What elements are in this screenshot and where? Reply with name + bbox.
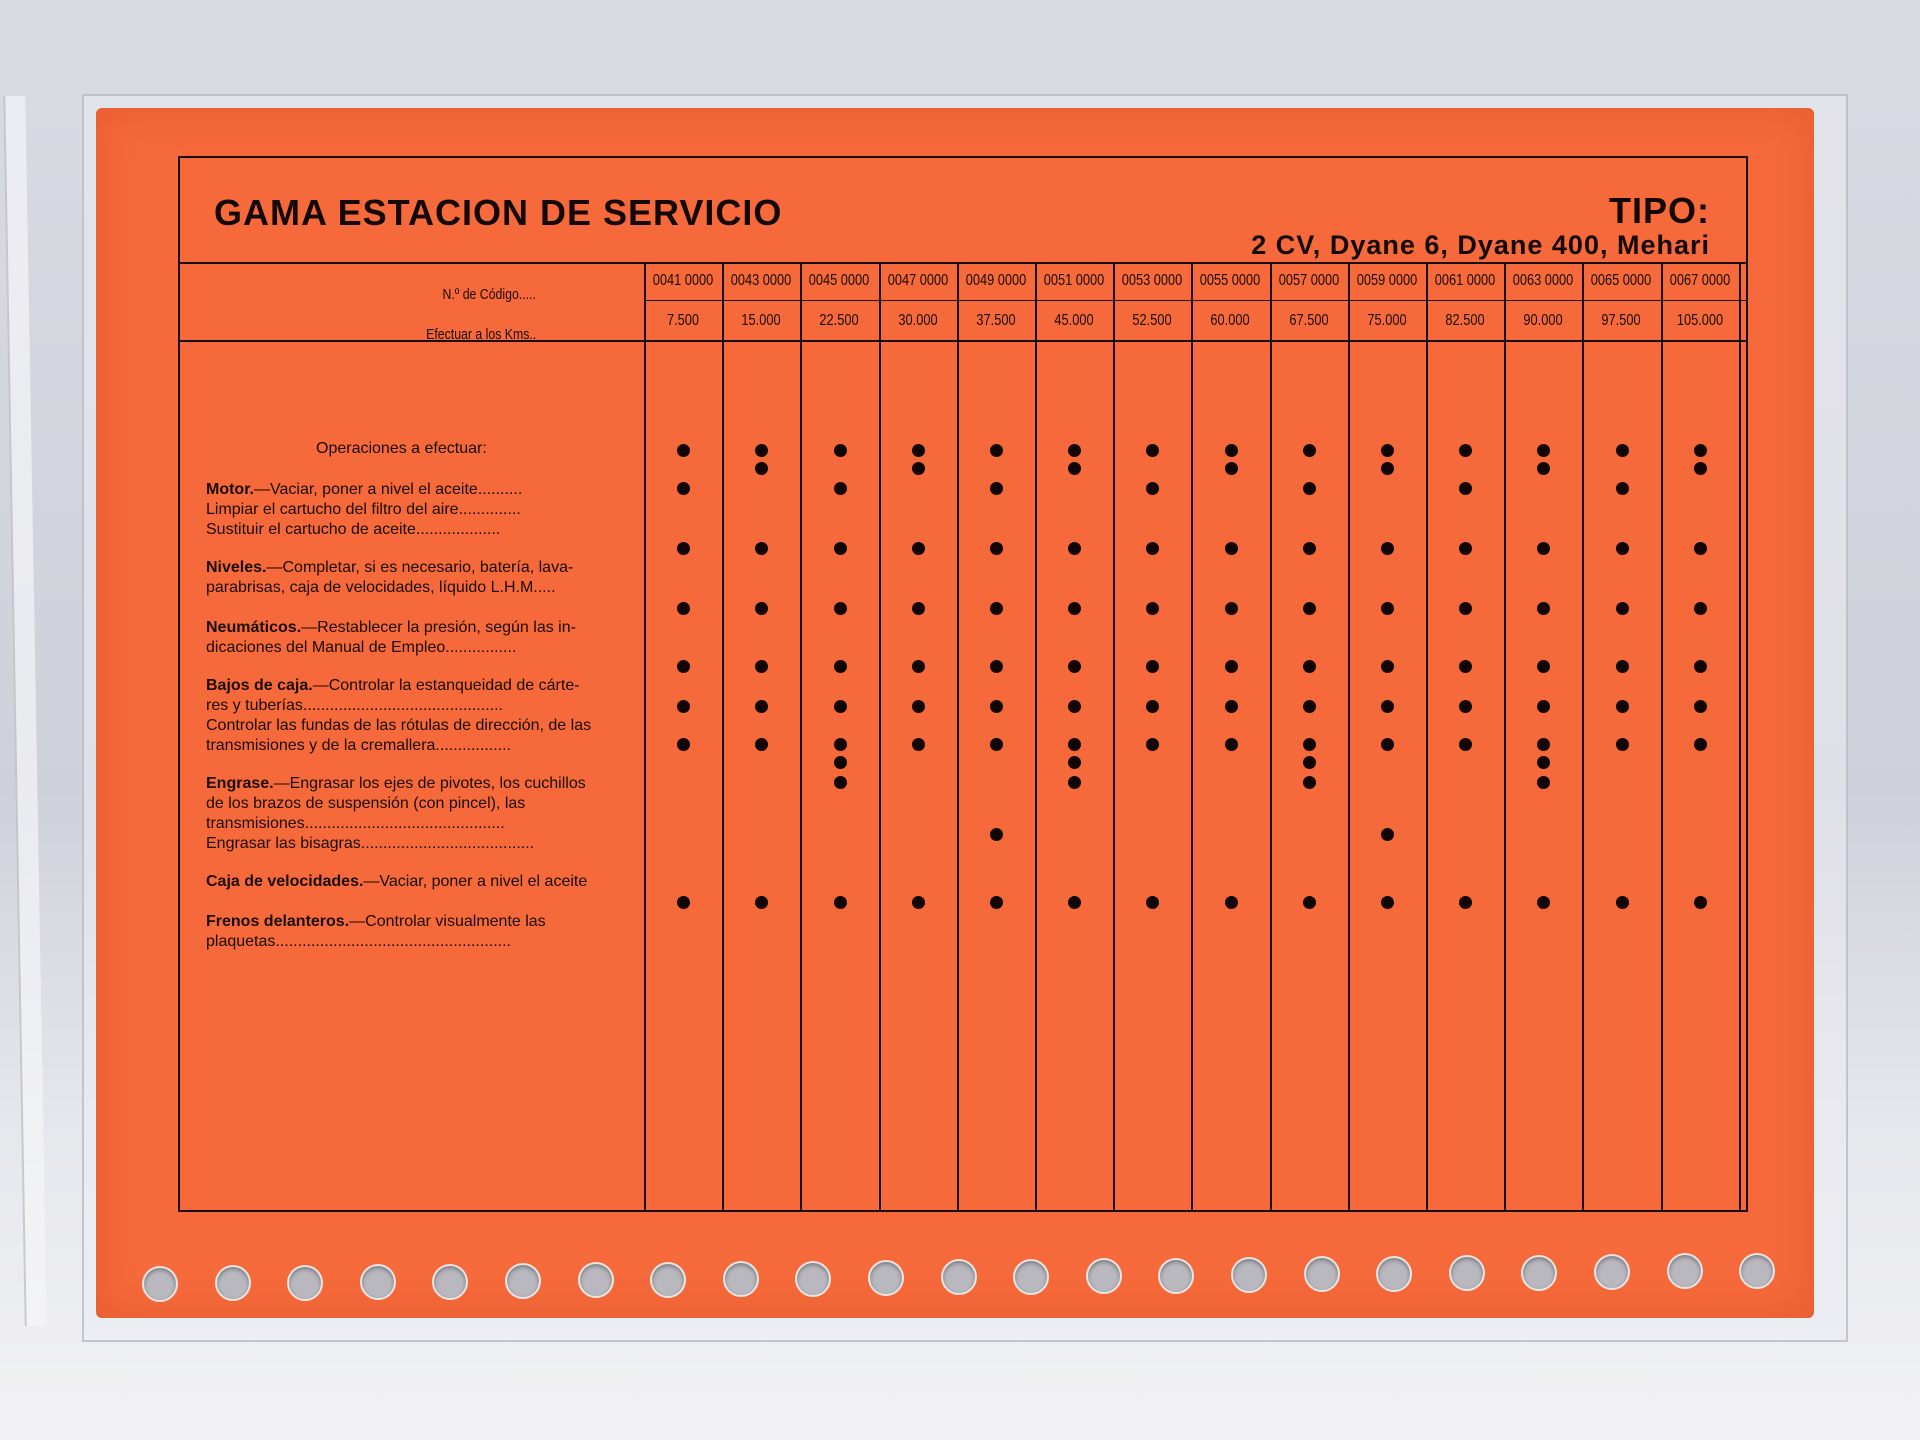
schedule-dot bbox=[1068, 660, 1081, 673]
operation-line bbox=[206, 676, 626, 696]
schedule-dot bbox=[1616, 700, 1629, 713]
km-cell: 37.500 bbox=[976, 312, 1016, 329]
binder-hole bbox=[360, 1264, 396, 1300]
operation-line bbox=[206, 912, 626, 932]
column-divider bbox=[1661, 262, 1663, 1210]
schedule-dot bbox=[990, 602, 1003, 615]
operation-group bbox=[206, 912, 626, 952]
schedule-dot bbox=[1381, 462, 1394, 475]
binder-hole bbox=[1158, 1258, 1194, 1294]
km-cell: 7.500 bbox=[666, 312, 700, 329]
service-card bbox=[96, 108, 1814, 1318]
binder-hole bbox=[1594, 1254, 1630, 1290]
km-cell: 75.000 bbox=[1367, 312, 1407, 329]
schedule-dot bbox=[1537, 462, 1550, 475]
schedule-dot bbox=[1381, 444, 1394, 457]
schedule-dot bbox=[990, 700, 1003, 713]
schedule-dot bbox=[834, 738, 847, 751]
operation-line bbox=[206, 774, 626, 794]
code-cell: 0067 0000 bbox=[1669, 272, 1730, 289]
binder-hole bbox=[505, 1263, 541, 1299]
schedule-dot bbox=[1068, 756, 1081, 769]
schedule-dot bbox=[912, 700, 925, 713]
schedule-dot bbox=[912, 738, 925, 751]
schedule-dot bbox=[1537, 896, 1550, 909]
km-cell: 52.500 bbox=[1132, 312, 1172, 329]
schedule-dot bbox=[1616, 542, 1629, 555]
schedule-dot bbox=[1146, 660, 1159, 673]
schedule-dot bbox=[1616, 602, 1629, 615]
km-cell: 45.000 bbox=[1054, 312, 1094, 329]
schedule-dot bbox=[1694, 542, 1707, 555]
tipo-label: TIPO: bbox=[1609, 190, 1710, 231]
schedule-dot bbox=[1068, 738, 1081, 751]
schedule-dot bbox=[1459, 482, 1472, 495]
operation-head: Neumáticos. bbox=[206, 619, 302, 636]
operation-group bbox=[206, 480, 626, 540]
schedule-dot bbox=[912, 444, 925, 457]
schedule-dot bbox=[755, 542, 768, 555]
binder-hole bbox=[723, 1261, 759, 1297]
schedule-dot bbox=[755, 700, 768, 713]
binder-hole bbox=[142, 1266, 178, 1302]
schedule-dot bbox=[755, 660, 768, 673]
km-cell: 82.500 bbox=[1445, 312, 1485, 329]
code-cell: 0061 0000 bbox=[1434, 272, 1496, 289]
schedule-dot bbox=[1537, 660, 1550, 673]
column-divider bbox=[722, 262, 724, 1210]
schedule-dot bbox=[1694, 602, 1707, 615]
schedule-dot bbox=[834, 756, 847, 769]
column-divider bbox=[1739, 262, 1741, 1210]
code-cell: 0059 0000 bbox=[1356, 272, 1418, 289]
operation-text: parabrisas, caja de velocidades, líquido L.H.M..... bbox=[206, 579, 556, 596]
schedule-dot bbox=[990, 660, 1003, 673]
schedule-dot bbox=[1694, 896, 1707, 909]
schedule-dot bbox=[834, 444, 847, 457]
schedule-dot bbox=[1381, 542, 1394, 555]
schedule-dot bbox=[677, 482, 690, 495]
schedule-dot bbox=[912, 896, 925, 909]
operation-line bbox=[206, 872, 626, 892]
binder-hole bbox=[1304, 1256, 1340, 1292]
schedule-dot bbox=[990, 482, 1003, 495]
schedule-dot bbox=[1146, 896, 1159, 909]
column-divider bbox=[1270, 262, 1272, 1210]
schedule-dot bbox=[1381, 602, 1394, 615]
operation-text: de los brazos de suspensión (con pincel), las bbox=[206, 795, 526, 812]
schedule-dot bbox=[1459, 542, 1472, 555]
binder-hole bbox=[1521, 1255, 1557, 1291]
binder-hole bbox=[1013, 1259, 1049, 1295]
schedule-dot bbox=[1537, 602, 1550, 615]
header-divider bbox=[180, 262, 1746, 264]
code-cell: 0057 0000 bbox=[1278, 272, 1339, 289]
schedule-dot bbox=[1616, 482, 1629, 495]
operation-line bbox=[206, 618, 626, 638]
binder-hole bbox=[868, 1260, 904, 1296]
operation-head: Engrase. bbox=[206, 775, 274, 792]
schedule-dot bbox=[755, 896, 768, 909]
schedule-dot bbox=[1537, 542, 1550, 555]
schedule-dot bbox=[1303, 756, 1316, 769]
schedule-dot bbox=[1537, 756, 1550, 769]
schedule-dot bbox=[990, 828, 1003, 841]
schedule-dot bbox=[834, 660, 847, 673]
operation-text: Controlar las fundas de las rótulas de dirección, de las bbox=[206, 717, 592, 734]
schedule-dot bbox=[1068, 776, 1081, 789]
km-cell: 22.500 bbox=[819, 312, 859, 329]
schedule-dot bbox=[1303, 482, 1316, 495]
code-cell: 0065 0000 bbox=[1591, 272, 1652, 289]
km-cell: 30.000 bbox=[898, 312, 938, 329]
schedule-dot bbox=[1068, 444, 1081, 457]
schedule-dot bbox=[677, 444, 690, 457]
schedule-dot bbox=[1459, 660, 1472, 673]
schedule-dot bbox=[1225, 602, 1238, 615]
operation-text: —Vaciar, poner a nivel el aceite.......... bbox=[254, 481, 523, 498]
schedule-dot bbox=[677, 660, 690, 673]
schedule-dot bbox=[755, 444, 768, 457]
schedule-dot bbox=[1068, 896, 1081, 909]
operation-group bbox=[206, 774, 626, 854]
schedule-dot bbox=[1694, 660, 1707, 673]
binder-hole bbox=[1667, 1253, 1703, 1289]
schedule-dot bbox=[755, 462, 768, 475]
operation-line bbox=[206, 638, 626, 658]
schedule-dot bbox=[1616, 444, 1629, 457]
operation-text: —Completar, si es necesario, batería, lava- bbox=[266, 559, 574, 576]
operation-head: Caja de velocidades. bbox=[206, 873, 364, 890]
column-divider bbox=[1426, 262, 1428, 1210]
operation-group bbox=[206, 558, 626, 598]
code-cell: 0043 0000 bbox=[730, 272, 792, 289]
schedule-dot bbox=[1303, 896, 1316, 909]
column-divider bbox=[957, 262, 959, 1210]
schedule-dot bbox=[1459, 602, 1472, 615]
operation-head: Niveles. bbox=[206, 559, 267, 576]
schedule-dot bbox=[1303, 776, 1316, 789]
schedule-dot bbox=[912, 602, 925, 615]
schedule-dot bbox=[1537, 444, 1550, 457]
schedule-dot bbox=[1694, 700, 1707, 713]
schedule-dot bbox=[1225, 660, 1238, 673]
km-cell: 67.500 bbox=[1289, 312, 1329, 329]
binder-hole bbox=[795, 1261, 831, 1297]
schedule-dot bbox=[834, 896, 847, 909]
schedule-dot bbox=[912, 542, 925, 555]
schedule-dot bbox=[1068, 462, 1081, 475]
operation-line bbox=[206, 834, 626, 854]
operation-text: res y tuberías............................................. bbox=[206, 697, 503, 714]
binder-hole bbox=[650, 1262, 686, 1298]
schedule-dot bbox=[1381, 828, 1394, 841]
table-frame bbox=[178, 156, 1748, 1212]
schedule-dot bbox=[1537, 738, 1550, 751]
operation-line bbox=[206, 736, 626, 756]
operation-head: Bajos de caja. bbox=[206, 677, 313, 694]
code-cell: 0053 0000 bbox=[1121, 272, 1183, 289]
schedule-dot bbox=[834, 482, 847, 495]
operation-text: Sustituir el cartucho de aceite................... bbox=[206, 521, 501, 538]
schedule-dot bbox=[1303, 738, 1316, 751]
operations-title: Operaciones a efectuar: bbox=[316, 440, 487, 457]
operation-line bbox=[206, 716, 626, 736]
column-divider bbox=[1191, 262, 1193, 1210]
schedule-dot bbox=[1146, 482, 1159, 495]
operation-text: —Vaciar, poner a nivel el aceite bbox=[363, 873, 588, 890]
schedule-dot bbox=[1459, 444, 1472, 457]
schedule-dot bbox=[1303, 542, 1316, 555]
code-cell: 0051 0000 bbox=[1043, 272, 1105, 289]
schedule-dot bbox=[990, 444, 1003, 457]
binder-hole bbox=[1739, 1253, 1775, 1289]
schedule-dot bbox=[677, 602, 690, 615]
card-title: GAMA ESTACION DE SERVICIO bbox=[214, 192, 783, 233]
schedule-dot bbox=[1537, 776, 1550, 789]
code-cell: 0047 0000 bbox=[887, 272, 948, 289]
schedule-dot bbox=[834, 542, 847, 555]
schedule-dot bbox=[1068, 700, 1081, 713]
operation-text: plaquetas..................................................... bbox=[206, 933, 511, 950]
code-km-divider bbox=[646, 300, 1746, 301]
binder-hole bbox=[215, 1265, 251, 1301]
binder-hole bbox=[1086, 1258, 1122, 1294]
operation-line bbox=[206, 500, 626, 520]
schedule-dot bbox=[990, 738, 1003, 751]
schedule-dot bbox=[1459, 896, 1472, 909]
schedule-dot bbox=[834, 776, 847, 789]
km-cell: 60.000 bbox=[1210, 312, 1250, 329]
schedule-dot bbox=[1225, 700, 1238, 713]
schedule-dot bbox=[1303, 660, 1316, 673]
schedule-dot bbox=[1616, 738, 1629, 751]
column-divider bbox=[1348, 262, 1350, 1210]
operation-text: dicaciones del Manual de Empleo................ bbox=[206, 639, 517, 656]
schedule-dot bbox=[1068, 542, 1081, 555]
schedule-dot bbox=[677, 896, 690, 909]
schedule-dot bbox=[1381, 896, 1394, 909]
operation-line bbox=[206, 932, 626, 952]
operation-line bbox=[206, 696, 626, 716]
schedule-dot bbox=[1068, 602, 1081, 615]
operation-line bbox=[206, 814, 626, 834]
schedule-dot bbox=[1694, 444, 1707, 457]
binder-hole bbox=[287, 1265, 323, 1301]
km-cell: 105.000 bbox=[1676, 312, 1723, 329]
schedule-dot bbox=[1459, 700, 1472, 713]
schedule-dot bbox=[912, 462, 925, 475]
operation-text: Engrasar las bisagras....................................... bbox=[206, 835, 535, 852]
schedule-dot bbox=[1225, 462, 1238, 475]
binder-hole bbox=[578, 1262, 614, 1298]
schedule-dot bbox=[755, 738, 768, 751]
schedule-dot bbox=[677, 700, 690, 713]
operation-line bbox=[206, 558, 626, 578]
code-cell: 0041 0000 bbox=[652, 272, 714, 289]
schedule-dot bbox=[677, 542, 690, 555]
operation-text: —Controlar la estanqueidad de cárte- bbox=[312, 677, 580, 694]
operation-group bbox=[206, 676, 626, 756]
schedule-dot bbox=[990, 542, 1003, 555]
schedule-dot bbox=[1146, 542, 1159, 555]
column-divider bbox=[1582, 262, 1584, 1210]
schedule-dot bbox=[1303, 700, 1316, 713]
column-divider bbox=[879, 262, 881, 1210]
schedule-dot bbox=[1381, 660, 1394, 673]
schedule-dot bbox=[990, 896, 1003, 909]
operation-group bbox=[206, 872, 626, 892]
binder-hole bbox=[1376, 1256, 1412, 1292]
schedule-dot bbox=[1537, 700, 1550, 713]
binder-hole bbox=[941, 1259, 977, 1295]
code-cell: 0045 0000 bbox=[809, 272, 870, 289]
operation-text: Limpiar el cartucho del filtro del aire.............. bbox=[206, 501, 521, 518]
schedule-dot bbox=[755, 602, 768, 615]
schedule-dot bbox=[677, 738, 690, 751]
schedule-dot bbox=[1459, 738, 1472, 751]
column-divider bbox=[644, 262, 646, 1210]
operation-text: —Restablecer la presión, según las in- bbox=[301, 619, 576, 636]
schedule-dot bbox=[834, 700, 847, 713]
code-label: N.º de Código..... bbox=[442, 286, 536, 303]
operation-text: —Engrasar los ejes de pivotes, los cuchillos bbox=[273, 775, 586, 792]
operation-line bbox=[206, 578, 626, 598]
operation-line bbox=[206, 480, 626, 500]
vehicle-models: 2 CV, Dyane 6, Dyane 400, Mehari bbox=[1251, 230, 1710, 260]
schedule-dot bbox=[1616, 660, 1629, 673]
column-divider bbox=[1035, 262, 1037, 1210]
operation-line bbox=[206, 520, 626, 540]
schedule-dot bbox=[1303, 602, 1316, 615]
column-divider bbox=[1113, 262, 1115, 1210]
schedule-dot bbox=[1146, 602, 1159, 615]
schedule-dot bbox=[1381, 738, 1394, 751]
schedule-dot bbox=[1146, 738, 1159, 751]
code-cell: 0049 0000 bbox=[965, 272, 1027, 289]
km-cell: 97.500 bbox=[1601, 312, 1641, 329]
operation-text: transmisiones............................................. bbox=[206, 815, 505, 832]
binder-hole bbox=[432, 1264, 468, 1300]
operation-text: —Controlar visualmente las bbox=[349, 913, 546, 930]
schedule-dot bbox=[1225, 542, 1238, 555]
schedule-dot bbox=[1146, 444, 1159, 457]
schedule-dot bbox=[1616, 896, 1629, 909]
schedule-dot bbox=[1303, 444, 1316, 457]
schedule-dot bbox=[1146, 700, 1159, 713]
schedule-dot bbox=[1694, 738, 1707, 751]
schedule-dot bbox=[1694, 462, 1707, 475]
schedule-dot bbox=[1381, 700, 1394, 713]
plastic-sleeve-edge bbox=[3, 96, 46, 1326]
km-cell: 90.000 bbox=[1523, 312, 1563, 329]
binder-hole bbox=[1231, 1257, 1267, 1293]
operation-group bbox=[206, 618, 626, 658]
operation-line bbox=[206, 794, 626, 814]
code-cell: 0055 0000 bbox=[1200, 272, 1261, 289]
schedule-dot bbox=[1225, 444, 1238, 457]
schedule-dot bbox=[1225, 896, 1238, 909]
kms-divider bbox=[180, 340, 1746, 342]
schedule-dot bbox=[1225, 738, 1238, 751]
operation-head: Frenos delanteros. bbox=[206, 913, 350, 930]
code-cell: 0063 0000 bbox=[1512, 272, 1574, 289]
column-divider bbox=[800, 262, 802, 1210]
km-cell: 15.000 bbox=[741, 312, 781, 329]
schedule-dot bbox=[912, 660, 925, 673]
km-label: Efectuar a los Kms.. bbox=[425, 326, 536, 343]
operation-head: Motor. bbox=[206, 481, 254, 498]
operation-text: transmisiones y de la cremallera................. bbox=[206, 737, 511, 754]
column-divider bbox=[1504, 262, 1506, 1210]
schedule-dot bbox=[834, 602, 847, 615]
binder-hole bbox=[1449, 1255, 1485, 1291]
